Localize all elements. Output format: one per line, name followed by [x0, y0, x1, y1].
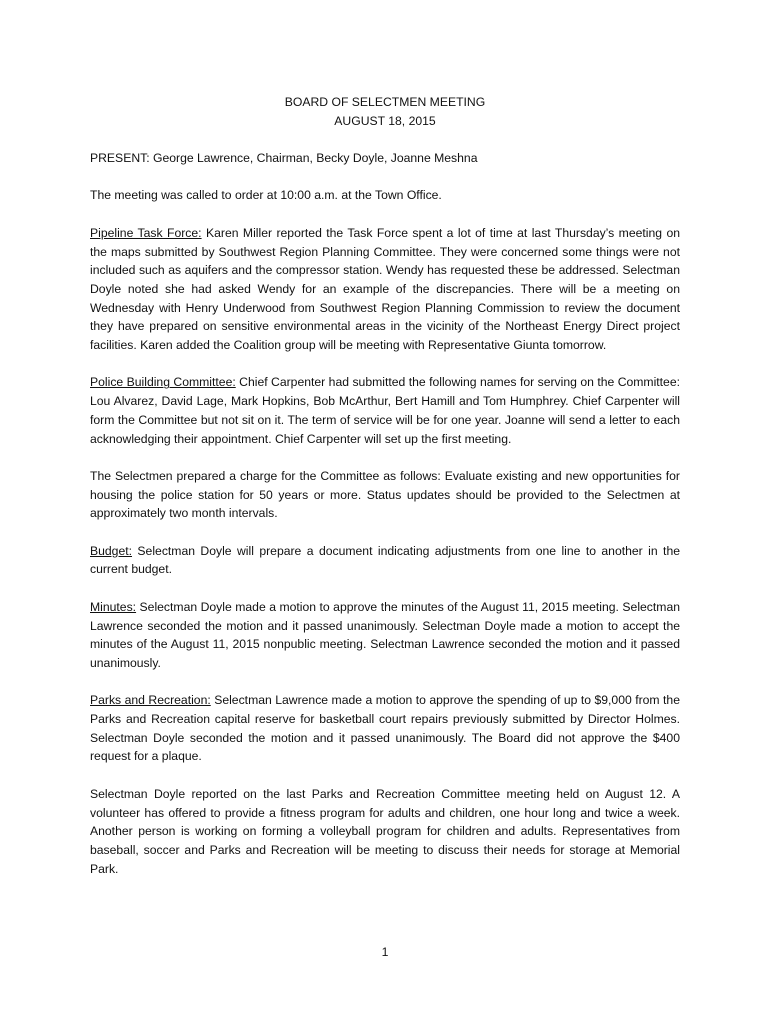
section-text: Selectman Lawrence made a motion to approve the spending of up to $9,000 from the Parks and Recreation capital reserve for basketball court repairs previously submitted by Director Holmes. Selectman Doyle seconded the motion and it passed unanimously. The Board did not approve the $400 request for a plaque. — [90, 693, 680, 764]
page-number: 1 — [381, 945, 389, 959]
section-heading: Budget: — [90, 543, 133, 558]
section-heading: Police Building Committee: — [90, 375, 236, 390]
title-line-1: BOARD OF SELECTMEN MEETING — [284, 95, 486, 109]
document-body — [90, 93, 680, 897]
section-heading: Minutes: — [90, 599, 137, 614]
call-to-order-line: The meeting was called to order at 10:00 a.m. at the Town Office. — [90, 188, 442, 203]
section-heading: Parks and Recreation: — [90, 693, 211, 708]
section-pipeline-task-force — [90, 224, 680, 355]
section-parks-committee-report — [90, 785, 680, 879]
section-text: The Selectmen prepared a charge for the Committee as follows: Evaluate existing and new opportunities for housing the police station for 50 years or more. Status updates should be provided to the Selectmen at approximately two month intervals. — [90, 468, 680, 521]
section-parks-and-recreation — [90, 691, 680, 766]
section-text: Chief Carpenter had submitted the following names for serving on the Committee: Lou Alvarez, David Lage, Mark Hopkins, Bob McArthur, Bert Hamill and Tom Humphrey. Chief Carpenter will form the Committee but not sit on it. The term of service will be for one year. Joanne will send a letter to each acknowledging their appointment. Chief Carpenter will set up the first meeting. — [90, 375, 680, 446]
section-heading: Pipeline Task Force: — [90, 225, 202, 240]
section-text: Karen Miller reported the Task Force spent a lot of time at last Thursday’s meeting on the maps submitted by Southwest Region Planning Committee. They were concerned some things were not included such as aquifers and the compressor station. Wendy has requested these be addressed. Selectman Doyle noted she had asked Wendy for an example of the discrepancies. There will be a meeting on Wednesday with Henry Underwood from Southwest Region Planning Commission to review the document they have prepared on sensitive environmental areas in the vicinity of the Northeast Energy Direct project facilities. Karen added the Coalition group will be meeting with Representative Giunta tomorrow. — [90, 225, 681, 353]
section-budget — [90, 542, 680, 579]
section-police-building-committee — [90, 373, 680, 448]
section-minutes — [90, 598, 680, 673]
section-committee-charge — [90, 467, 680, 523]
section-text: Selectman Doyle reported on the last Parks and Recreation Committee meeting held on August 12. A volunteer has offered to provide a fitness program for adults and children, one hour long and twice a week. Another person is working on forming a volleyball program for children and adults. Representatives from baseball, soccer and Parks and Recreation will be meeting to discuss their needs for storage at Memorial Park. — [90, 786, 680, 876]
section-text: Selectman Doyle will prepare a document indicating adjustments from one line to another in the current budget. — [90, 543, 680, 577]
attendance-line: PRESENT: George Lawrence, Chairman, Becky Doyle, Joanne Meshna — [90, 151, 478, 166]
document-title — [90, 93, 680, 130]
title-line-2: AUGUST 18, 2015 — [334, 113, 436, 128]
section-text: Selectman Doyle made a motion to approve the minutes of the August 11, 2015 meeting. Selectman Lawrence seconded the motion and it passed unanimously. Selectman Doyle made a motion to accept the minutes of the August 11, 2015 nonpublic meeting. Selectman Lawrence seconded the motion and it passed unanimously. — [90, 599, 680, 670]
